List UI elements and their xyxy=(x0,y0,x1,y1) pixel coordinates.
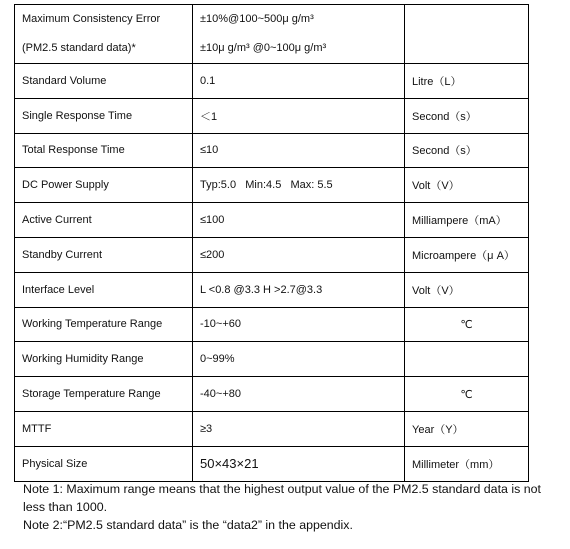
unit-text: Microampere（μ A） xyxy=(405,237,529,272)
table-row xyxy=(15,237,529,272)
param-label: MTTF xyxy=(15,411,193,446)
param-label: Single Response Time xyxy=(15,98,193,133)
value-text: -40~+80 xyxy=(193,377,405,412)
value-text: ≥3 xyxy=(193,411,405,446)
param-label: (PM2.5 standard data)* xyxy=(22,42,136,54)
param-label: Maximum Consistency Error xyxy=(22,13,161,25)
param-label: Physical Size xyxy=(15,446,193,481)
table-row xyxy=(15,342,529,377)
value-text: -10~+60 xyxy=(193,307,405,342)
param-label: Working Humidity Range xyxy=(15,342,193,377)
param-label: Total Response Time xyxy=(15,133,193,168)
unit-text: Volt（V） xyxy=(405,168,529,203)
param-label: Interface Level xyxy=(15,272,193,307)
value-text: ±10%@100~500μ g/m³ xyxy=(200,13,314,25)
value-text: ≤200 xyxy=(193,237,405,272)
unit-text: Volt（V） xyxy=(405,272,529,307)
param-label: Active Current xyxy=(15,203,193,238)
unit-text: ℃ xyxy=(405,377,529,412)
value-text: Typ:5.0 Min:4.5 Max: 5.5 xyxy=(193,168,405,203)
param-label: Working Temperature Range xyxy=(15,307,193,342)
value-text: ±10μ g/m³ @0~100μ g/m³ xyxy=(200,42,327,54)
unit-text: Millimeter（mm） xyxy=(405,446,529,481)
value-text: L <0.8 @3.3 H >2.7@3.3 xyxy=(193,272,405,307)
note-2: Note 2:“PM2.5 standard data” is the “data2” in the appendix. xyxy=(23,518,353,532)
notes xyxy=(23,480,543,534)
value-text: ＜1 xyxy=(193,98,405,133)
table-row xyxy=(15,133,529,168)
table-row xyxy=(15,203,529,238)
value-text: 0~99% xyxy=(193,342,405,377)
table-row xyxy=(15,446,529,481)
param-label: DC Power Supply xyxy=(15,168,193,203)
table-row xyxy=(15,377,529,412)
unit-text: Year（Y） xyxy=(405,411,529,446)
note-1: Note 1: Maximum range means that the highest output value of the PM2.5 standard data is not less than 1000. xyxy=(23,482,541,514)
value-text: ≤10 xyxy=(193,133,405,168)
value-text: 50×43×21 xyxy=(193,446,405,481)
table-row xyxy=(15,98,529,133)
table-row xyxy=(15,5,529,64)
specification-table xyxy=(14,4,529,482)
table-row xyxy=(15,411,529,446)
table-row xyxy=(15,64,529,99)
unit-text: Litre（L） xyxy=(405,64,529,99)
unit-text: ℃ xyxy=(405,307,529,342)
param-label: Standard Volume xyxy=(15,64,193,99)
table-row xyxy=(15,272,529,307)
value-cell xyxy=(193,5,405,64)
param-label: Standby Current xyxy=(15,237,193,272)
table-row xyxy=(15,307,529,342)
table-row xyxy=(15,168,529,203)
param-cell xyxy=(15,5,193,64)
unit-text: Second（s） xyxy=(405,133,529,168)
unit-text xyxy=(405,342,529,377)
unit-cell xyxy=(405,5,529,64)
unit-text: Second（s） xyxy=(405,98,529,133)
unit-text: Milliampere（mA） xyxy=(405,203,529,238)
value-text: ≤100 xyxy=(193,203,405,238)
value-text: 0.1 xyxy=(193,64,405,99)
param-label: Storage Temperature Range xyxy=(15,377,193,412)
